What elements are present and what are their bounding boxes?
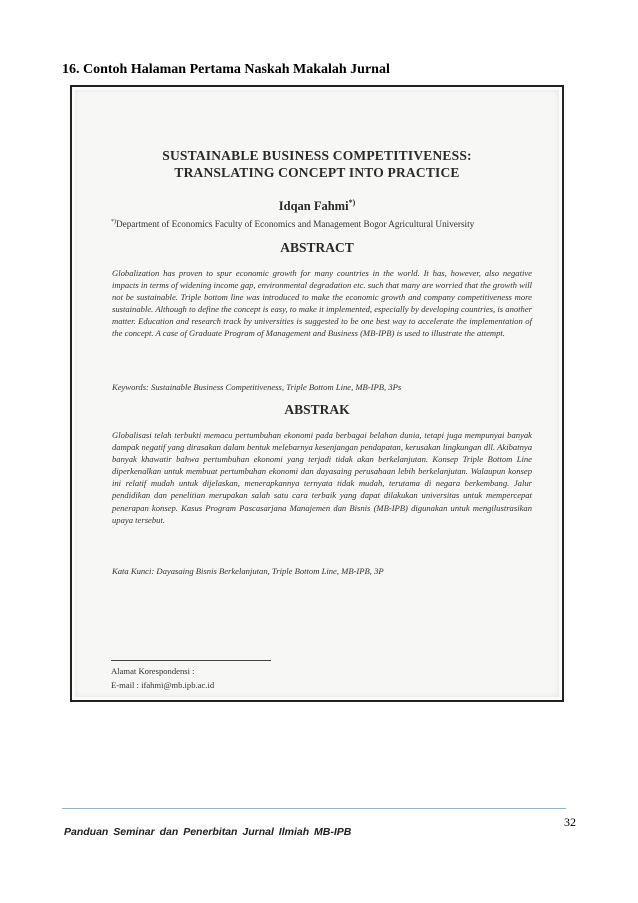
author-mark: *) xyxy=(348,198,356,207)
footnote-rule xyxy=(111,660,271,661)
paper-title-line2: TRANSLATING CONCEPT INTO PRACTICE xyxy=(174,165,460,180)
footer-rule xyxy=(62,808,566,809)
journal-page-figure xyxy=(70,85,564,702)
journal-page xyxy=(75,90,559,697)
page-number: 32 xyxy=(564,815,576,829)
section-heading: 16. Contoh Halaman Pertama Naskah Makalah Jurnal xyxy=(62,62,390,77)
abstrak-text: Globalisasi telah terbukti memacu pertumbuhan ekonomi pada berbagai belahan dunia, tetapi juga mempunyai banyak dampak negatif yang dirasakan dalam bentuk melebarnya kesenjangan pendapatan, kerusakan lingkungan dll. Akibatnya banyak khawatir bahwa pertumbuhan ekonomi yang terjadi tidak akan berkelanjutan. Konsep Triple Bottom Line diperkenalkan untuk membuat pertumbuhan ekonomi dan dayasaing perusahaan lebih berkelanjutan. Walaupun konsep ini relatif mudah untuk dijelaskan, menerapkannya ternyata tidak mudah, terutama di negara berkembang. Jalur pendidikan dan penelitian merupakan salah satu cara terbaik yang dapat dilakukan universitas untuk mempercepat penerapan konsep. Kasus Program Pascasarjana Manajemen dan Bisnis (MB-IPB) digunakan untuk mengilustrasikan upaya tersebut. xyxy=(112,430,532,525)
abstract-text: Globalization has proven to spur economic growth for many countries in the world. It has, however, also negative impacts in terms of widening income gap, environmental degradation etc. such that many are worried that the growth will not be sustainable. Triple bottom line was introduced to make the economic growth and company competitiveness more sustainable. Although to define the concept is easy, to make it implemented, especially by developing countries, is another matter. Education and research track by universities is suggested to be one best way to accelerate the implementation of the concept. A case of Graduate Program of Management and Business (MB-IPB) is used to illustrate the attempt. xyxy=(112,268,532,339)
affiliation-mark: *) xyxy=(111,219,116,225)
author-name-text: Idqan Fahmi xyxy=(278,199,349,214)
footnote-correspondence: Alamat Korespondensi : xyxy=(111,666,195,676)
paper-title-line1: SUSTAINABLE BUSINESS COMPETITIVENESS: xyxy=(162,148,472,163)
author-name xyxy=(75,198,559,214)
affiliation xyxy=(111,219,551,229)
abstrak-heading: ABSTRAK xyxy=(284,402,350,417)
footer-text: Panduan Seminar dan Penerbitan Jurnal Ilmiah MB-IPB xyxy=(64,826,352,838)
kata-kunci: Kata Kunci: Dayasaing Bisnis Berkelanjutan, Triple Bottom Line, MB-IPB, 3P xyxy=(112,566,384,576)
abstract-heading: ABSTRACT xyxy=(280,240,354,255)
affiliation-text: Department of Economics Faculty of Economics and Management Bogor Agricultural University xyxy=(116,219,475,230)
footnote-email: E-mail : ifahmi@mb.ipb.ac.id xyxy=(111,680,215,690)
keywords: Keywords: Sustainable Business Competitiveness, Triple Bottom Line, MB-IPB, 3Ps xyxy=(112,382,402,392)
